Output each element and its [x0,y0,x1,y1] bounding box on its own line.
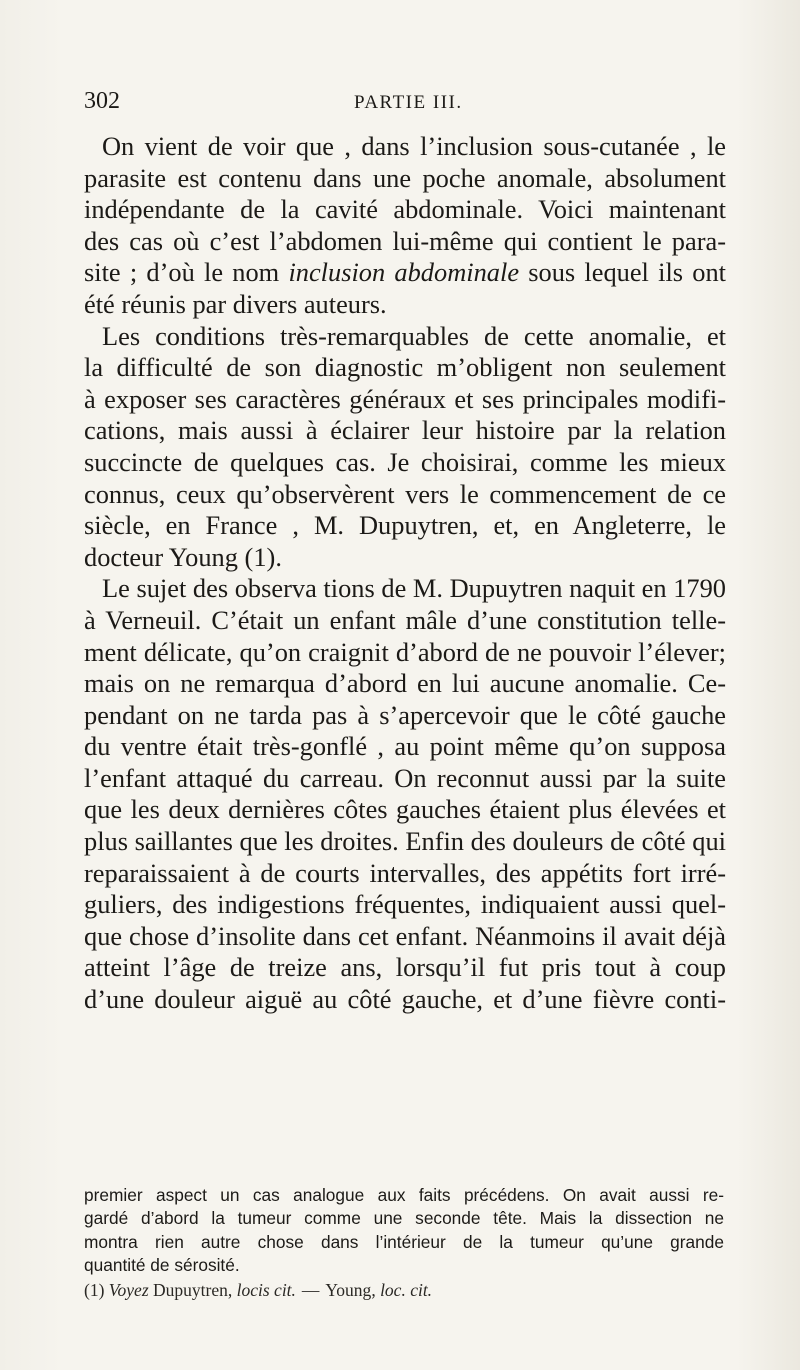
text-line: mais on ne remarqua d’abord en lui aucune anomalie. Ce- [84,668,726,699]
text-line: été réunis par divers auteurs. [84,288,387,319]
page-number: 302 [84,88,120,114]
footnote-author: Young [325,1279,372,1300]
text-line: l’enfant attaqué du carreau. On reconnut aussi par la suite [84,762,726,793]
italic-term: inclusion abdominale [288,257,520,288]
text-line: que les deux dernières côtes gauches étaient plus élevées et [84,794,726,825]
text-line: atteint l’âge de treize ans, lorsqu’il fut pris tout à coup [84,952,726,983]
text-line: des cas où c’est l’abdomen lui-même qui contient le para- [84,225,726,256]
text-line: guliers, des indigestions fréquentes, indiquaient aussi quel- [84,889,726,920]
text-line: indépendante de la cavité abdominale. Voici maintenant [84,194,726,225]
text-line: pendant on ne tarda pas à s’apercevoir que le côté gauche [84,699,726,730]
text-fragment: site ; d’où le nom [84,257,289,288]
running-head: PARTIE III. [354,92,463,113]
footnote-1: (1) Voyez Dupuytren, locis cit. — Young, loc. cit. [84,1279,433,1300]
footnote-line: montra rien autre chose dans l’intérieur de la tumeur qu’une grande [84,1231,724,1252]
footnote-citation: locis cit. [236,1279,296,1300]
text-fragment: sous lequel ils ont [519,257,726,288]
text-line: On vient de voir que , dans l’inclusion sous-cutanée , le [102,131,726,161]
footnote-citation: loc. cit. [380,1279,433,1300]
footnotes [84,1184,724,1302]
footnote-author: Dupuytren [153,1279,228,1300]
text-line: la difficulté de son diagnostic m’obligent non seulement [84,352,726,383]
text-line: à Verneuil. C’était un enfant mâle d’une constitution telle- [84,604,726,635]
text-line: plus saillantes que les droites. Enfin des douleurs de côté qui [84,826,726,857]
text-line: du ventre était très-gonflé , au point même qu’on supposa [84,731,726,762]
text-line: parasite est contenu dans une poche anomale, absolument [84,162,726,193]
text-line: siècle, en France , M. Dupuytren, et, en Angleterre, le [84,510,726,541]
text-line [84,257,726,289]
text-line: à exposer ses caractères généraux et ses principales modifi- [84,383,726,414]
text-line: Le sujet des observa tions de M. Dupuytren naquit en 1790 [102,573,726,604]
footnote-dash: — [301,1279,320,1300]
text-line: Les conditions très-remarquables de cette anomalie, et [102,320,726,351]
text-line: succincte de quelques cas. Je choisirai, comme les mieux [84,446,726,477]
text-line: que chose d’insolite dans cet enfant. Néanmoins il avait déjà [84,920,726,951]
footnote-line: quantité de sérosité. [84,1255,240,1276]
text-line: d’une douleur aiguë au côté gauche, et d’une fièvre conti- [84,984,726,1015]
text-line: docteur Young (1). [84,541,282,572]
text-line: reparaissaient à de courts intervalles, des appétits fort irré- [84,857,726,888]
footnote-line: premier aspect un cas analogue aux faits précédens. On avait aussi re- [84,1185,724,1205]
main-text [84,131,726,1016]
text-line: cations, mais aussi à éclairer leur histoire par la relation [84,415,726,446]
footnote-voyez: Voyez [108,1279,149,1300]
text-line: connus, ceux qu’observèrent vers le commencement de ce [84,478,726,509]
footnote-marker: (1) [84,1279,105,1300]
footnote-line: gardé d’abord la tumeur comme une seconde tête. Mais la dissection ne [84,1208,724,1229]
page-header [84,86,724,116]
text-line: ment délicate, qu’on craignit d’abord de ne pouvoir l’élever; [84,636,726,667]
